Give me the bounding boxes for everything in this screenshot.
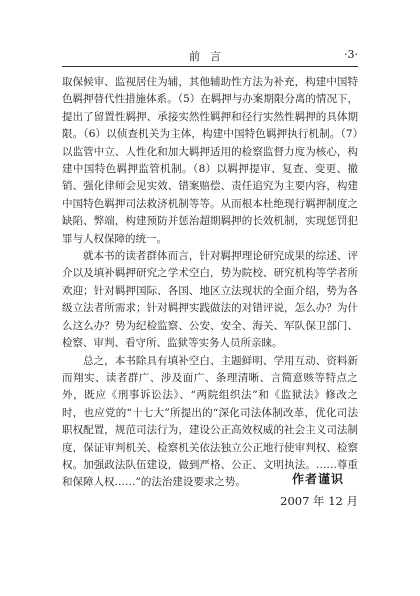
header-rule — [62, 66, 358, 67]
header-title: 前言 — [189, 50, 231, 63]
paragraph: 总之，本书除具有填补空白、主题鲜明、学用互动、资料新而翔实、读者群广、涉及面广、条理清晰、言简意赅等特点之外，既应《刑事诉讼法》、“两院组织法”和《监狱法》修改之时，也应党的“十七大”所提出的“深化司法体制改革，优化司法职权配置，规范司法行为，建设公正高效权威的社会主义司法制度，保证审判机关、检察机关依法独立公正地行使审判权、检察权。加强政法队伍建设，做到严格、公正、文明执法。……尊重和保障人权……”的法治建设要求之势。 — [62, 354, 358, 489]
signature-date: 2007 年 12 月 — [280, 494, 358, 508]
body-text — [62, 74, 358, 492]
author-signature: 作者谨识 — [291, 472, 344, 486]
paragraph: 取保候审、监视居住为辅，其他辅助性方法为补充，构建中国特色羁押替代性措施体系。（5）在羁押与办案期限分离的情况下，提出了留置性羁押、承接实然性羁押和径行实然性羁押的具体期限。（6）以侦查机关为主体，构建中国特色羁押执行机制。（7）以监管中立、人性化和加大羁押适用的检察监督力度为核心，构建中国特色羁押监管机制。（8）以羁押提审、复查、变更、撤销、强化律师会见实效、错案赔偿、责任追究为主要内容，构建中国特色羁押司法救济机制等等。从而根本杜绝现行羁押制度之缺陷、弊端，构建预防并惩治超期羁押的长效机制，实现惩罚犯罪与人权保障的统一。 — [62, 76, 358, 245]
running-header — [62, 48, 358, 64]
signature-block — [280, 470, 358, 509]
page-number: ·3· — [344, 48, 358, 61]
paragraph: 就本书的读者群体而言，针对羁押理论研究成果的综述、评介以及填补羁押研究之学术空白，势为院校、研究机构等学者所欢迎；针对羁押国际、各国、地区立法现状的全面介绍，势为各级立法者所需求；针对羁押实践做法的对错评说，怎么办？为什么这么办？势为纪检监察、公安、安全、海关、军队保卫部门、检察、审判、看守所、监狱等实务人员所亲睐。 — [62, 250, 358, 350]
